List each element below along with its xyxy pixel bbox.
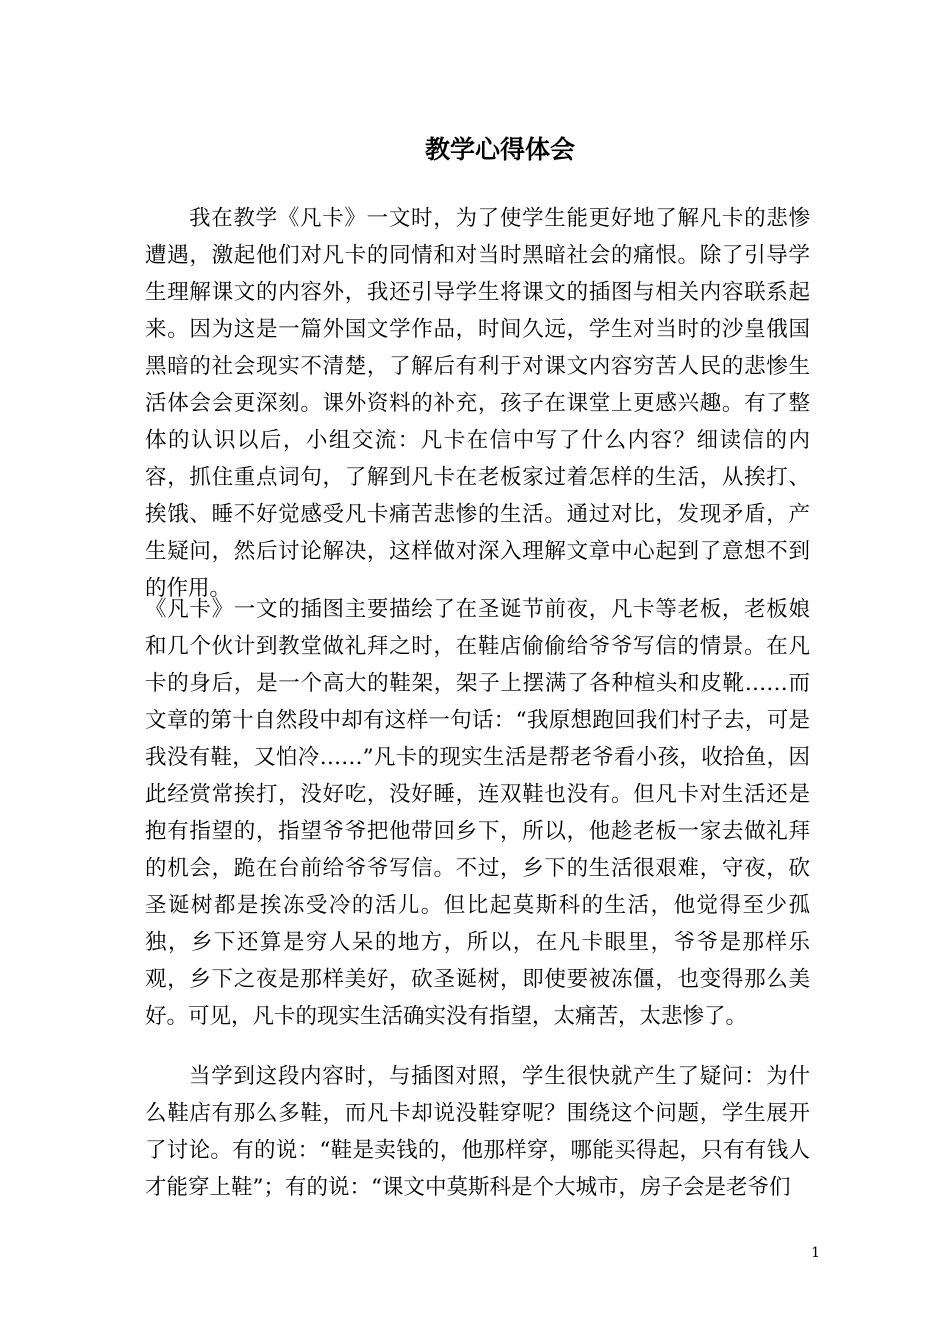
page-number: 1 bbox=[811, 1245, 820, 1261]
paragraph-1: 我在教学《凡卡》一文时，为了使学生能更好地了解凡卡的悲惨遭遇，激起他们对凡卡的同情和对当时黑暗社会的痛恨。除了引导学生理解课文的内容外，我还引导学生将课文的插图与相关内容联系起来。因为这是一篇外国文学作品，时间久远，学生对当时的沙皇俄国黑暗的社会现实不清楚，了解后有利于对课文内容穷苦人民的悲惨生活体会会更深刻。课外资料的补充，孩子在课堂上更感兴趣。有了整体的认识以后，小组交流：凡卡在信中写了什么内容？细读信的内容，抓住重点词句，了解到凡卡在老板家过着怎样的生活，从挨打、挨饿、睡不好觉感受凡卡痛苦悲惨的生活。通过对比，发现矛盾，产生疑问，然后讨论解决，这样做对深入理解文章中心起到了意想不到的作用。 bbox=[145, 206, 810, 601]
document-title: 教学心得体会 bbox=[424, 135, 575, 164]
paragraph-2: 《凡卡》一文的插图主要描绘了在圣诞节前夜，凡卡等老板，老板娘和几个伙计到教堂做礼拜之时，在鞋店偷偷给爷爷写信的情景。在凡卡的身后，是一个高大的鞋架，架子上摆满了各种楦头和皮靴……而文章的第十自然段中却有这样一句话：“我原想跑回我们村子去，可是我没有鞋，又怕冷……”凡卡的现实生活是帮老爷看小孩，收拾鱼，因此经赏常挨打，没好吃，没好睡，连双鞋也没有。但凡卡对生活还是抱有指望的，指望爷爷把他带回乡下，所以，他趁老板一家去做礼拜的机会，跪在台前给爷爷写信。不过，乡下的生活很艰难，守夜，砍圣诞树都是挨冻受冷的活儿。但比起莫斯科的生活，他觉得至少孤独，乡下还算是穷人呆的地方，所以，在凡卡眼里，爷爷是那样乐观，乡下之夜是那样美好，砍圣诞树，即使要被冻僵，也变得那么美好。可见，凡卡的现实生活确实没有指望，太痛苦，太悲惨了。 bbox=[145, 597, 810, 1029]
paragraph-3: 当学到这段内容时，与插图对照，学生很快就产生了疑问：为什么鞋店有那么多鞋，而凡卡却说没鞋穿呢？围绕这个问题，学生展开了讨论。有的说：“鞋是卖钱的，他那样穿，哪能买得起，只有有钱人才能穿上鞋”；有的说：“课文中莫斯科是个大城市，房子会是老爷们 bbox=[145, 1064, 810, 1200]
